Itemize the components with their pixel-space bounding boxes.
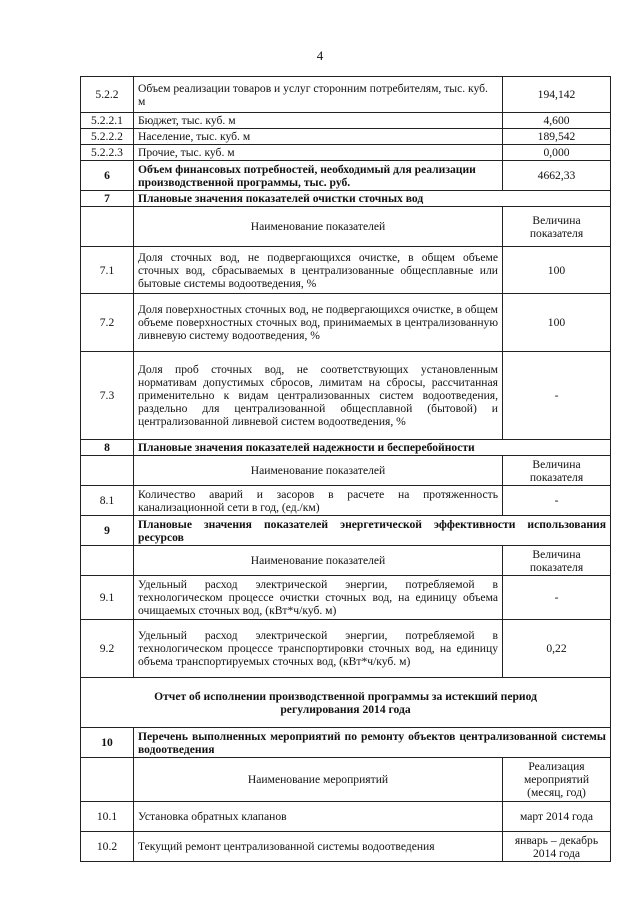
section-title: Перечень выполненных мероприятий по ремонту объектов централизованной системы водоотведения — [134, 728, 611, 758]
row-number: 10.2 — [81, 832, 134, 862]
row-value: - — [503, 576, 611, 620]
row-number: 6 — [81, 161, 134, 191]
empty-cell — [81, 207, 134, 247]
row-description: Бюджет, тыс. куб. м — [134, 113, 503, 129]
column-header-name: Наименование показателей — [134, 207, 503, 247]
row-number: 7.3 — [81, 352, 134, 440]
row-value: 189,542 — [503, 129, 611, 145]
table-row — [81, 247, 611, 294]
row-description: Объем финансовых потребностей, необходимый для реализации производственной программы, тыс. руб. — [134, 161, 503, 191]
row-description: Удельный расход электрической энергии, потребляемой в технологическом процессе очистки сточных вод, на единицу объема очищаемых сточных вод, (кВт*ч/куб. м) — [134, 576, 503, 620]
column-header-value: Величина показателя — [503, 456, 611, 486]
column-header-name: Наименование показателей — [134, 546, 503, 576]
report-heading-row — [81, 678, 611, 728]
section-title: Плановые значения показателей энергетической эффективности использования ресурсов — [134, 516, 611, 546]
column-header-row — [81, 456, 611, 486]
column-header-name: Наименование мероприятий — [134, 758, 503, 802]
row-number: 8.1 — [81, 486, 134, 516]
row-description: Установка обратных клапанов — [134, 802, 503, 832]
table-row — [81, 113, 611, 129]
row-number: 9.1 — [81, 576, 134, 620]
column-header-name: Наименование показателей — [134, 456, 503, 486]
row-number: 7.1 — [81, 247, 134, 294]
table-row — [81, 832, 611, 862]
table-row — [81, 620, 611, 678]
row-value: январь – декабрь 2014 года — [503, 832, 611, 862]
table-row — [81, 161, 611, 191]
row-number: 5.2.2.3 — [81, 145, 134, 161]
section-header — [81, 728, 611, 758]
column-header-value: Величина показателя — [503, 546, 611, 576]
section-header — [81, 191, 611, 207]
row-value: 4662,33 — [503, 161, 611, 191]
column-header-value: Реализация мероприятий (месяц, год) — [503, 758, 611, 802]
table-row — [81, 352, 611, 440]
row-number: 9.2 — [81, 620, 134, 678]
row-description: Количество аварий и засоров в расчете на протяженность канализационной сети в год, (ед./км) — [134, 486, 503, 516]
row-value: 0,22 — [503, 620, 611, 678]
program-table — [80, 76, 611, 862]
row-value: 0,000 — [503, 145, 611, 161]
row-description: Текущий ремонт централизованной системы водоотведения — [134, 832, 503, 862]
row-value: - — [503, 352, 611, 440]
page-number: 4 — [316, 48, 324, 63]
row-value: 194,142 — [503, 77, 611, 113]
section-number: 8 — [81, 440, 134, 456]
section-number: 9 — [81, 516, 134, 546]
column-header-value: Величина показателя — [503, 207, 611, 247]
table-row — [81, 77, 611, 113]
row-description: Удельный расход электрической энергии, потребляемой в технологическом процессе транспортировки сточных вод, на единицу объема транспортируемых сточных вод, (кВт*ч/куб. м) — [134, 620, 503, 678]
column-header-row — [81, 207, 611, 247]
row-description: Доля поверхностных сточных вод, не подвергающихся очистке, в общем объеме поверхностных сточных вод, принимаемых в централизованную ливневую систему водоотведения, % — [134, 294, 503, 352]
row-value: - — [503, 486, 611, 516]
report-heading: Отчет об исполнении производственной программы за истекший период регулирования 2014 года — [81, 678, 611, 728]
table-row — [81, 129, 611, 145]
row-description: Прочие, тыс. куб. м — [134, 145, 503, 161]
row-number: 7.2 — [81, 294, 134, 352]
row-value: март 2014 года — [503, 802, 611, 832]
table-row — [81, 486, 611, 516]
row-description: Доля проб сточных вод, не соответствующих установленным нормативам допустимых сбросов, лимитам на сбросы, рассчитанная применительно к видам централизованных систем водоотведения, раздельно для централизованной общесплавной (бытовой) и централизованной ливневой систем водоотведения, % — [134, 352, 503, 440]
row-value: 100 — [503, 247, 611, 294]
section-header — [81, 440, 611, 456]
row-number: 5.2.2.1 — [81, 113, 134, 129]
row-number: 10.1 — [81, 802, 134, 832]
row-description: Население, тыс. куб. м — [134, 129, 503, 145]
row-description: Объем реализации товаров и услуг сторонним потребителям, тыс. куб. м — [134, 77, 503, 113]
column-header-row — [81, 546, 611, 576]
row-number: 5.2.2 — [81, 77, 134, 113]
section-header — [81, 516, 611, 546]
empty-cell — [81, 456, 134, 486]
section-title: Плановые значения показателей очистки сточных вод — [134, 191, 611, 207]
column-header-row — [81, 758, 611, 802]
table-row — [81, 294, 611, 352]
section-title: Плановые значения показателей надежности и бесперебойности — [134, 440, 611, 456]
section-number: 7 — [81, 191, 134, 207]
table-row — [81, 802, 611, 832]
table-row — [81, 576, 611, 620]
row-number: 5.2.2.2 — [81, 129, 134, 145]
row-value: 100 — [503, 294, 611, 352]
empty-cell — [81, 758, 134, 802]
empty-cell — [81, 546, 134, 576]
table-row — [81, 145, 611, 161]
section-number: 10 — [81, 728, 134, 758]
row-value: 4,600 — [503, 113, 611, 129]
row-description: Доля сточных вод, не подвергающихся очистке, в общем объеме сточных вод, сбрасываемых в централизованные общесплавные или бытовые системы водоотведения, % — [134, 247, 503, 294]
